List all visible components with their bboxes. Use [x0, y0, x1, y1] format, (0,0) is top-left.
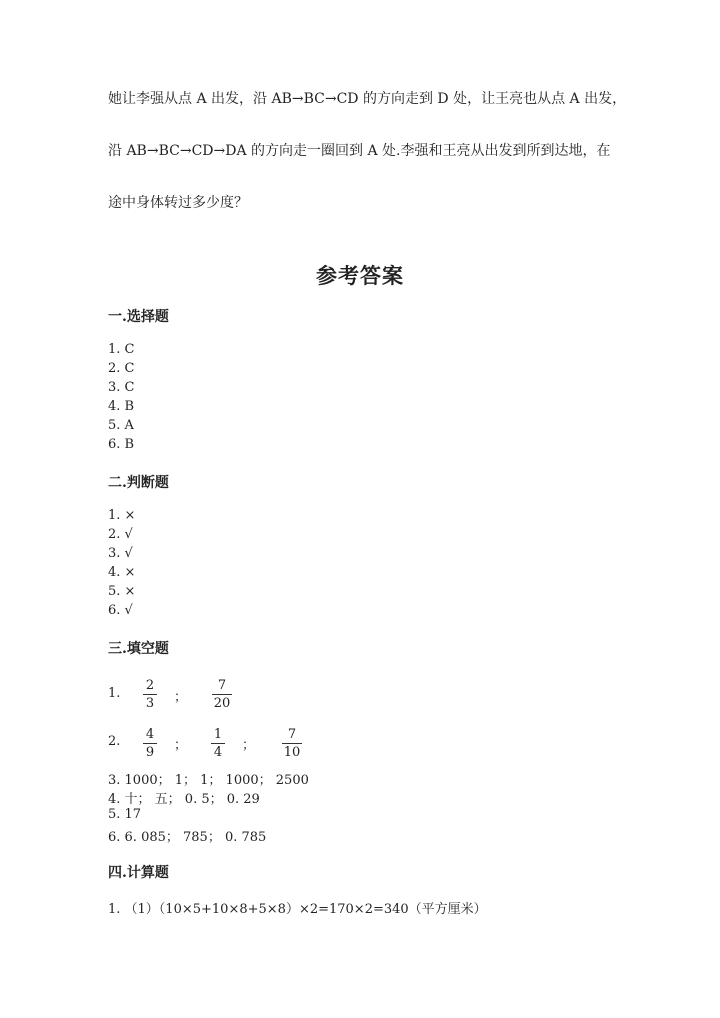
fraction-denominator: 4 [213, 745, 223, 760]
section-heading-choice: 一.选择题 [108, 309, 169, 325]
fraction-numerator: 4 [145, 727, 155, 742]
problem-line-1: 她让李强从点 A 出发，沿 AB→BC→CD 的方向走到 D 处，让王亮也从点 A 出发， [108, 91, 627, 107]
fraction [143, 727, 157, 760]
fraction-denominator: 10 [283, 745, 301, 760]
fraction-numerator: 1 [213, 727, 223, 742]
fraction-numerator: 2 [145, 678, 155, 693]
list-item: 3. √ [108, 546, 133, 561]
fraction-numerator: 7 [287, 727, 297, 742]
separator: ； [174, 738, 188, 753]
fraction-bar [211, 743, 225, 744]
list-item: 6. √ [108, 603, 133, 618]
fraction [212, 678, 232, 711]
fraction-bar [143, 694, 157, 695]
list-item: 2. C [108, 361, 135, 376]
problem-line-2: 沿 AB→BC→CD→DA 的方向走一圈回到 A 处.李强和王亮从出发到所到达地，在 [108, 143, 611, 159]
list-item: 3. 1000； 1； 1； 1000； 2500 [108, 773, 309, 788]
fraction-denominator: 9 [145, 745, 155, 760]
list-item: 1. C [108, 342, 135, 357]
fraction [282, 727, 302, 760]
answers-title: 参考答案 [316, 263, 404, 288]
fraction-bar [282, 743, 302, 744]
list-item: 5. A [108, 418, 134, 433]
fraction-numerator: 7 [217, 678, 227, 693]
list-item: 4. 十； 五； 0. 5； 0. 29 [108, 792, 260, 807]
fraction-denominator: 3 [145, 696, 155, 711]
section-heading-fill: 三.填空题 [108, 641, 169, 657]
list-item: 6. B [108, 437, 135, 452]
section-heading-calc: 四.计算题 [108, 865, 169, 881]
fraction [211, 727, 225, 760]
list-item: 1. （1）（10×5+10×8+5×8）×2=170×2=340（平方厘米） [108, 902, 487, 917]
section-heading-judge: 二.判断题 [108, 475, 169, 491]
list-item: 2. √ [108, 527, 133, 542]
fraction-denominator: 20 [213, 696, 231, 711]
list-item: 4. B [108, 399, 135, 414]
list-item: 1. × [108, 508, 136, 523]
fill-q2-label: 2. [108, 734, 121, 749]
list-item: 6. 6. 085； 785； 0. 785 [108, 830, 267, 845]
list-item: 3. C [108, 380, 135, 395]
fraction-bar [143, 743, 157, 744]
fill-q1-label: 1. [108, 686, 121, 701]
fraction [143, 678, 157, 711]
problem-line-3: 途中身体转过多少度？ [108, 195, 248, 211]
separator: ； [174, 690, 188, 705]
list-item: 4. × [108, 565, 136, 580]
list-item: 5. × [108, 584, 136, 599]
list-item: 5. 17 [108, 807, 142, 822]
separator: ； [242, 738, 256, 753]
fraction-bar [212, 694, 232, 695]
